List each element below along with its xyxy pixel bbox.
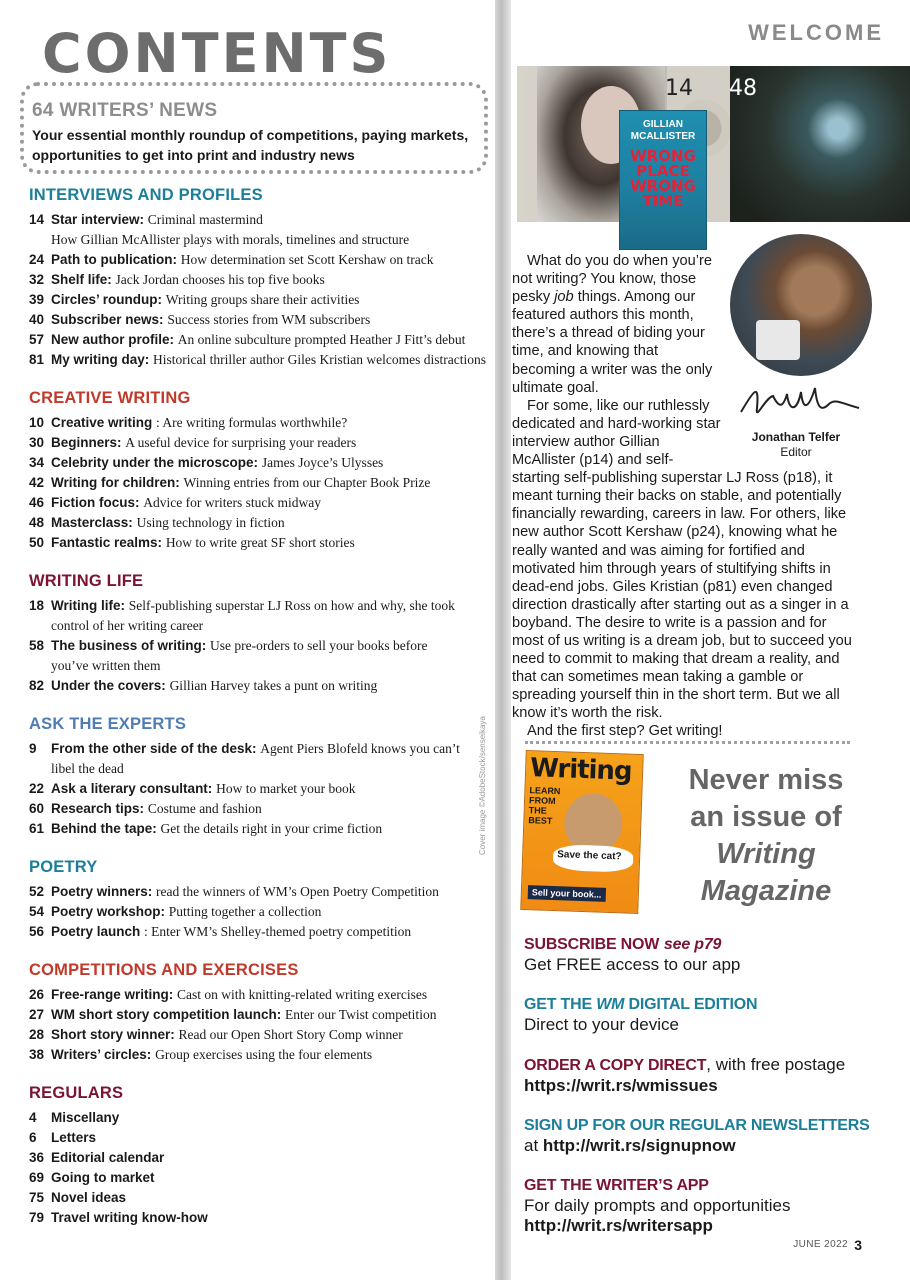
subscribe-text: Get FREE access to our app: [524, 955, 741, 974]
contents-entry[interactable]: [29, 985, 489, 1005]
page-number: 32: [29, 272, 45, 287]
cta-order[interactable]: [524, 1055, 894, 1096]
contents-entry[interactable]: [29, 596, 489, 616]
entry-description: Jack Jordan chooses his top five books: [115, 272, 325, 287]
contents-entry[interactable]: [29, 210, 489, 230]
entry-title: Writers’ circles:: [51, 1047, 152, 1062]
page-number: 79: [29, 1210, 45, 1225]
page-number: 10: [29, 415, 45, 430]
newsletter-url[interactable]: http://writ.rs/signupnow: [542, 1136, 736, 1155]
page-number: 57: [29, 332, 45, 347]
magazine-tag: LEARN FROM THE BEST: [528, 785, 561, 826]
entry-description: Costume and fashion: [147, 801, 262, 816]
entry-title: Fiction focus:: [51, 495, 140, 510]
book-cover: [619, 110, 707, 250]
entry-description: Historical thriller author Giles Kristian welcomes distractions: [153, 352, 486, 367]
page-number: 81: [29, 352, 45, 367]
page-number: 24: [29, 252, 45, 267]
entry-description: : Enter WM’s Shelley-themed poetry competition: [144, 924, 412, 939]
contents-entry[interactable]: [29, 310, 489, 330]
entry-title: From the other side of the desk:: [51, 741, 257, 756]
entry-description: Group exercises using the four elements: [155, 1047, 373, 1062]
page-number: 42: [29, 475, 45, 490]
entry-title: Creative writing: [51, 415, 153, 430]
entry-title: Subscriber news:: [51, 312, 164, 327]
digital-heading: GET THE WM DIGITAL EDITION: [524, 996, 758, 1013]
entry-title: Free-range writing:: [51, 987, 174, 1002]
newsletter-prefix: at: [524, 1136, 539, 1155]
cta-newsletter[interactable]: [524, 1116, 894, 1156]
subscribe-suffix: see p79: [663, 936, 722, 953]
entry-description: An online subculture prompted Heather J Fitt’s debut: [177, 332, 466, 347]
contents-entry[interactable]: [29, 1025, 489, 1045]
contents-entry[interactable]: [29, 290, 489, 310]
news-description: Your essential monthly roundup of competitions, paying markets, opportunities to get into print and industry news: [32, 127, 469, 163]
digital-text: Direct to your device: [524, 1015, 679, 1034]
entry-title: Writing life:: [51, 598, 125, 613]
entry-title: Poetry workshop:: [51, 904, 166, 919]
contents-entry[interactable]: [29, 473, 489, 493]
contents-entry[interactable]: [29, 513, 489, 533]
magazine-title: Writing: [529, 753, 633, 787]
contents-entry[interactable]: [29, 413, 489, 433]
section-heading: INTERVIEWS AND PROFILES: [29, 186, 263, 204]
order-heading: ORDER A COPY DIRECT: [524, 1057, 707, 1074]
page-number: 52: [29, 884, 45, 899]
contents-entry[interactable]: [29, 922, 489, 942]
page-number: 34: [29, 455, 45, 470]
entry-title: Letters: [51, 1130, 97, 1145]
order-suffix: , with free postage: [706, 1055, 846, 1074]
entry-continuation: libel the dead: [51, 761, 124, 776]
promo-line-3: Writing: [716, 838, 816, 870]
entry-description: Get the details right in your crime fiction: [160, 821, 383, 836]
section-interviews: [29, 186, 489, 370]
contents-entry[interactable]: [29, 1148, 489, 1168]
magazine-bottom-line: Sell your book...: [528, 885, 606, 902]
section-heading: ASK THE EXPERTS: [29, 715, 187, 733]
section-writing-life: [29, 572, 489, 696]
entry-description: Success stories from WM subscribers: [167, 312, 371, 327]
entry-title: Poetry winners:: [51, 884, 153, 899]
page-number: 48: [29, 515, 45, 530]
entry-title: Path to publication:: [51, 252, 177, 267]
entry-description: Read our Open Short Story Comp winner: [178, 1027, 403, 1042]
entry-title: Research tips:: [51, 801, 145, 816]
subscribe-heading: SUBSCRIBE NOW: [524, 936, 660, 953]
entry-title: The business of writing:: [51, 638, 207, 653]
news-title: 64 WRITERS’ NEWS: [32, 100, 218, 121]
entry-description: Cast on with knitting-related writing exercises: [177, 987, 428, 1002]
entry-title: Fantastic realms:: [51, 535, 163, 550]
entry-title: Miscellany: [51, 1110, 120, 1125]
cover-credit: Cover image ©AdobeStock/senseikaya: [478, 716, 487, 855]
contents-entry[interactable]: [29, 1045, 489, 1065]
page-number: 6: [29, 1130, 37, 1145]
page-number: 14: [29, 212, 45, 227]
footer-date: JUNE 2022: [793, 1239, 848, 1250]
entry-title: Novel ideas: [51, 1190, 127, 1205]
section-heading: POETRY: [29, 858, 98, 876]
entry-title: Ask a literary consultant:: [51, 781, 213, 796]
section-heading: CREATIVE WRITING: [29, 389, 191, 407]
entry-description: Putting together a collection: [168, 904, 322, 919]
page-number: 61: [29, 821, 45, 836]
entry-continuation: control of her writing career: [51, 618, 204, 633]
letter-paragraph-1: What do you do when you’re not writing? You know, those pesky job things. Among our featured authors this month, there’s a thread of biding your time, and knowing that becoming a writer was the only ultimate goal.: [512, 253, 713, 396]
page-number: 69: [29, 1170, 45, 1185]
entry-title: Star interview:: [51, 212, 145, 227]
promo-line-2: an issue of: [690, 801, 842, 833]
contents-entry[interactable]: [29, 1188, 489, 1208]
editor-letter: [512, 252, 852, 741]
section-heading: REGULARS: [29, 1084, 124, 1102]
contents-entry[interactable]: [29, 330, 489, 350]
page-number: 18: [29, 598, 45, 613]
entry-title: Writing for children:: [51, 475, 180, 490]
page-number: 75: [29, 1190, 45, 1205]
entry-continuation: How Gillian McAllister plays with morals, timelines and structure: [51, 232, 410, 247]
contents-entry[interactable]: [29, 882, 489, 902]
app-text: For daily prompts and opportunities: [524, 1196, 791, 1215]
writers-news-box[interactable]: [20, 82, 488, 174]
contents-entry[interactable]: [29, 533, 489, 553]
entry-description: How determination set Scott Kershaw on track: [180, 252, 434, 267]
promo-line-1: Never miss: [688, 764, 844, 796]
page-number: 56: [29, 924, 45, 939]
footer-page-number: 3: [854, 1237, 862, 1253]
entry-title: Going to market: [51, 1170, 155, 1185]
page-ref-48: 48: [729, 76, 757, 101]
section-heading: WRITING LIFE: [29, 572, 144, 590]
contents-entry[interactable]: [29, 250, 489, 270]
entry-description: read the winners of WM’s Open Poetry Competition: [156, 884, 439, 899]
entry-description: : Are writing formulas worthwhile?: [156, 415, 348, 430]
section-competitions: [29, 961, 489, 1065]
page-number: 26: [29, 987, 45, 1002]
entry-description: Agent Piers Blofeld knows you can’t: [260, 741, 460, 756]
entry-description: Using technology in fiction: [136, 515, 285, 530]
page-number: 54: [29, 904, 45, 919]
entry-title: Travel writing know-how: [51, 1210, 208, 1225]
page-number: 46: [29, 495, 45, 510]
entry-description: Gillian Harvey takes a punt on writing: [169, 678, 378, 693]
letter-paragraph-2b: starting self-publishing superstar LJ Ross (p18), it meant turning their backs on stable, and potentially financially rewarding, careers in law. For others, like new author Scott Kershaw (p24), knowing what he really wanted and was aiming for fortified and motivated him through years of stultifying shifts in dead-end jobs. Giles Kristian (p81) even changed direction drastically after starting out as a singer in a boyband. The desire to write is a passion and for most of us writing is a dream job, but to succeed you need to commit to making that dream a reality, and that can sometimes mean taking a gamble or spreading yourself thin in the short term. But we all know it’s worth the risk.: [512, 470, 852, 722]
cta-digital[interactable]: [524, 995, 894, 1035]
page-number: 39: [29, 292, 45, 307]
page-number: 28: [29, 1027, 45, 1042]
promo-line-4: Magazine: [700, 875, 832, 907]
page-number: 27: [29, 1007, 45, 1022]
contents-entry[interactable]: [29, 902, 489, 922]
promo-text: [661, 762, 871, 910]
page-number: 50: [29, 535, 45, 550]
cta-subscribe[interactable]: [524, 934, 894, 975]
contents-entry[interactable]: [29, 493, 489, 513]
contents-title: CONTENTS: [42, 22, 392, 85]
letter-paragraph-2a: For some, like our ruthlessly dedicated and hard-working star interview author Gillian McAllister (p14) and self-: [512, 397, 721, 469]
page-number: 9: [29, 741, 37, 756]
order-url[interactable]: https://writ.rs/wmissues: [524, 1076, 718, 1095]
page-number: 4: [29, 1110, 37, 1125]
divider: [525, 741, 850, 744]
entry-description: Self-publishing superstar LJ Ross on how and why, she took: [128, 598, 455, 613]
entry-title: Celebrity under the microscope:: [51, 455, 259, 470]
page-ref-14: 14: [665, 76, 693, 101]
contents-entry[interactable]: [29, 453, 489, 473]
section-creative-writing: [29, 389, 489, 553]
contents-entry[interactable]: [29, 799, 489, 819]
section-heading: COMPETITIONS AND EXERCISES: [29, 961, 299, 979]
entry-description: Use pre-orders to sell your books before: [210, 638, 428, 653]
entry-description: A useful device for surprising your readers: [125, 435, 357, 450]
entry-description: How to market your book: [216, 781, 356, 796]
welcome-heading: WELCOME: [748, 20, 884, 45]
magazine-cover-line: Save the cat?: [557, 849, 622, 863]
entry-title: Masterclass:: [51, 515, 133, 530]
contents-entry[interactable]: [29, 1005, 489, 1025]
welcome-column: [511, 0, 910, 1280]
entry-title: New author profile:: [51, 332, 175, 347]
entry-description: Criminal mastermind: [147, 212, 263, 227]
page-number: 22: [29, 781, 45, 796]
editor-role: Editor: [780, 445, 812, 459]
entry-title: WM short story competition launch:: [51, 1007, 282, 1022]
entry-title: Editorial calendar: [51, 1150, 165, 1165]
entry-title: Poetry launch: [51, 924, 141, 939]
page-number: 36: [29, 1150, 45, 1165]
entry-title: Behind the tape:: [51, 821, 157, 836]
hero-image: [517, 66, 910, 222]
contents-entry[interactable]: [29, 1208, 489, 1228]
app-url[interactable]: http://writ.rs/writersapp: [524, 1216, 713, 1235]
section-ask-the-experts: [29, 715, 489, 839]
entry-title: Shelf life:: [51, 272, 112, 287]
tech-scene-image: [730, 66, 910, 222]
contents-entry[interactable]: [29, 1128, 489, 1148]
page-number: 82: [29, 678, 45, 693]
book-author: GILLIAN MCALLISTER: [630, 119, 696, 142]
magazine-cover[interactable]: [520, 750, 644, 914]
entry-description: Writing groups share their activities: [165, 292, 360, 307]
contents-entry[interactable]: [29, 433, 489, 453]
page-number: 30: [29, 435, 45, 450]
book-title: WRONG PLACE WRONG TIME: [630, 147, 696, 210]
app-heading: GET THE WRITER’S APP: [524, 1177, 709, 1194]
editor-name: Jonathan Telfer: [751, 430, 841, 444]
page-spine: [495, 0, 511, 1280]
contents-entry[interactable]: [29, 350, 489, 370]
newsletter-heading: SIGN UP FOR OUR REGULAR NEWSLETTERS: [524, 1117, 870, 1134]
page-number: 38: [29, 1047, 45, 1062]
entry-title: Beginners:: [51, 435, 122, 450]
entry-title: Short story winner:: [51, 1027, 175, 1042]
entry-description: Winning entries from our Chapter Book Prize: [183, 475, 431, 490]
page-number: 40: [29, 312, 45, 327]
contents-entry[interactable]: [29, 1168, 489, 1188]
section-poetry: [29, 858, 489, 942]
contents-entry[interactable]: [29, 270, 489, 290]
contents-entry[interactable]: [29, 739, 489, 759]
cta-app[interactable]: [524, 1176, 894, 1236]
contents-entry[interactable]: [29, 819, 489, 839]
entry-title: My writing day:: [51, 352, 150, 367]
contents-entry[interactable]: [29, 676, 489, 696]
entry-description: How to write great SF short stories: [165, 535, 355, 550]
entry-description: Enter our Twist competition: [285, 1007, 437, 1022]
entry-description: James Joyce’s Ulysses: [261, 455, 384, 470]
entry-title: Under the covers:: [51, 678, 166, 693]
page-number: 58: [29, 638, 45, 653]
contents-entry[interactable]: [29, 779, 489, 799]
page-number: 60: [29, 801, 45, 816]
entry-title: Circles’ roundup:: [51, 292, 163, 307]
entry-description: Advice for writers stuck midway: [143, 495, 321, 510]
section-regulars: [29, 1084, 489, 1228]
letter-paragraph-3: And the first step? Get writing!: [527, 723, 723, 740]
contents-entry[interactable]: [29, 1108, 489, 1128]
contents-entry[interactable]: [29, 636, 489, 656]
entry-continuation: you’ve written them: [51, 658, 161, 673]
